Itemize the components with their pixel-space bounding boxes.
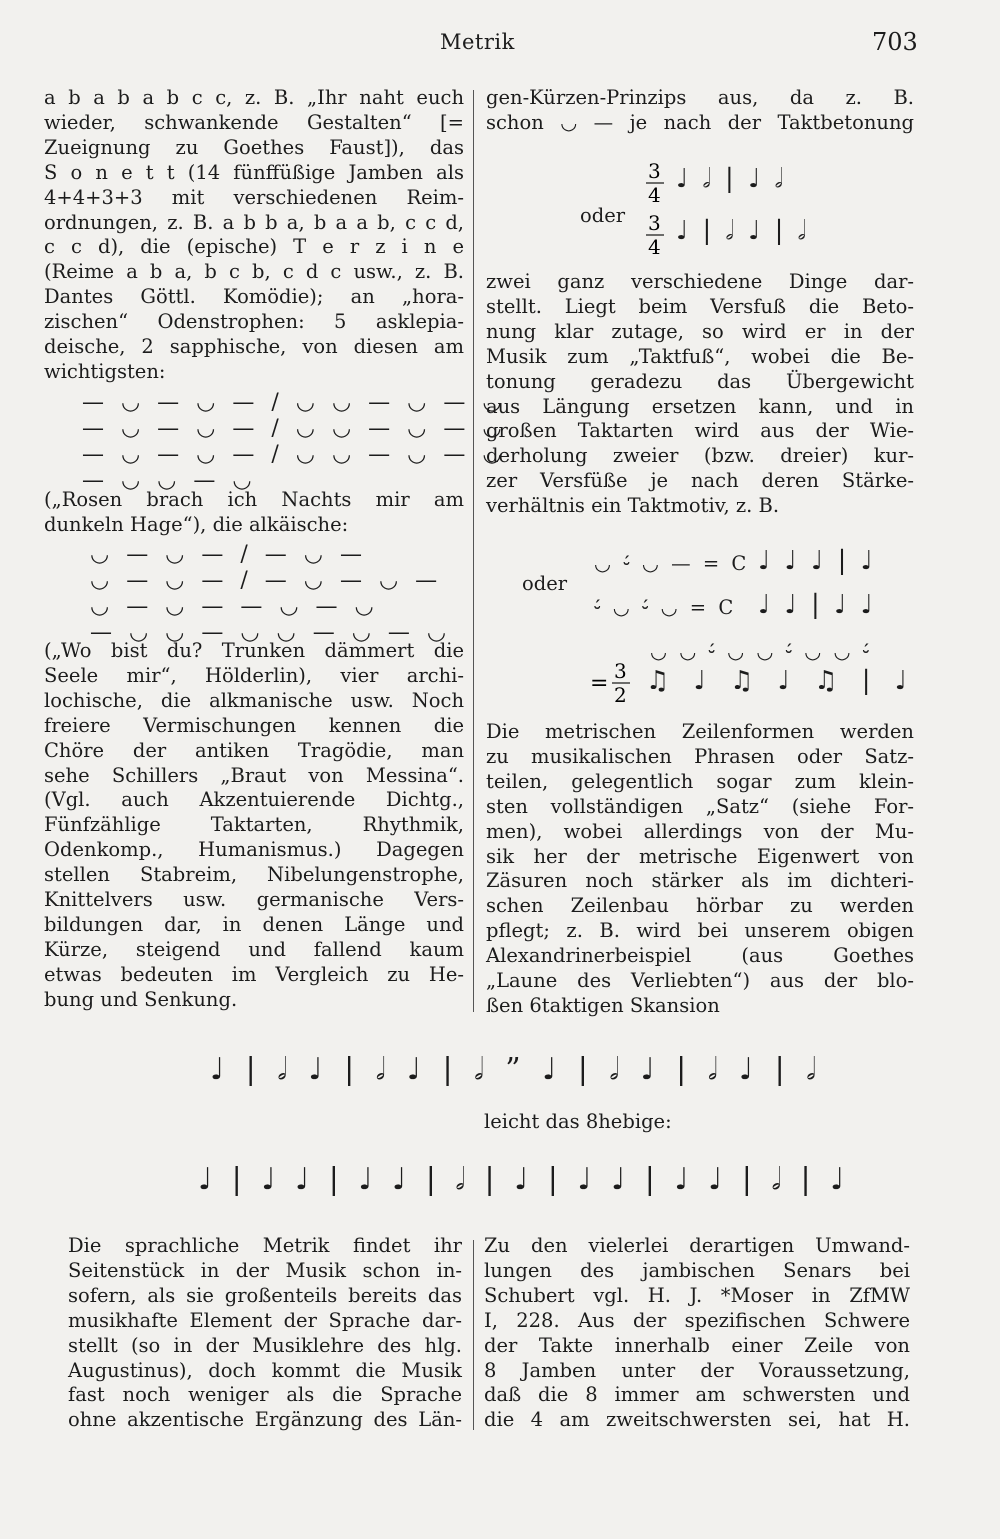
text-line: sik her der metrische Eigenwert von [486, 844, 914, 868]
time-sig-bottom: 4 [648, 183, 661, 207]
text-line: Dantes Göttl. Komödie); an „hora- [44, 285, 464, 309]
text-line: stellt (so in der Musiklehre des hlg. [68, 1333, 462, 1357]
music-oder-label: oder [580, 204, 626, 227]
text-line: pflegt; z. B. wird bei unserem obigen [486, 919, 914, 943]
text-line: nung klar zutage, so wird er in der [486, 319, 914, 343]
text-line: Zueignung zu Goethes Faust]), das [44, 135, 464, 159]
text-line: Seitenstück in der Musik schon in- [68, 1258, 462, 1282]
text-line: Zäsuren noch stärker als im dichteri- [486, 869, 914, 893]
music-oder-label: oder [522, 572, 568, 595]
text-line: (Reime a b a, b c b, c d c usw., z. B. [44, 260, 464, 284]
text-line: Odenkomp., Humanismus.) Dagegen [44, 838, 464, 862]
text-line: freiere Vermischungen kennen die [44, 713, 464, 737]
text-line: I, 228. Aus der spezifischen Schwere [484, 1308, 910, 1332]
equals-sign: = [590, 671, 609, 696]
text-line: Alexandrinerbeispiel (aus Goethes [486, 944, 914, 968]
text-line: aus Längung ersetzen kann, und in [486, 394, 914, 418]
text-line: stellt. Liegt beim Versfuß die Beto- [486, 294, 914, 318]
scansion-line: — ◡ ◡ — ◡ ◡ — ◡ — ◡ [90, 620, 452, 645]
text-line: a b a b a b c c, z. B. „Ihr naht euch [44, 86, 464, 109]
text-line: etwas bedeuten im Vergleich zu He- [44, 962, 464, 986]
text-line: (Vgl. auch Akzentuierende Dichtg., [44, 788, 464, 812]
text-line: Die sprachliche Metrik findet ihr [68, 1234, 462, 1257]
text-line: die 4 am zweitschwersten sei, hat H. [484, 1408, 910, 1432]
scansion-line: ◡ — ◡ — — ◡ — ◡ [90, 594, 379, 619]
text-line: bildungen dar, in denen Länge und [44, 912, 464, 936]
time-sig-top: 3 [648, 211, 661, 235]
text-line: großen Taktarten wird aus der Wie- [486, 419, 914, 443]
text-line: Chöre der antiken Tragödie, man [44, 738, 464, 762]
right-column-text-1 [486, 86, 914, 136]
text-line: Musik zum „Taktfuß“, wobei die Be- [486, 344, 914, 368]
bottom-right-text [484, 1234, 910, 1433]
text-line: teilen, gelegentlich sogar zum klein- [486, 769, 914, 793]
bottom-left-text [68, 1234, 462, 1433]
text-line: Augustinus), doch kommt die Musik [68, 1358, 462, 1382]
time-sig-top: 3 [648, 159, 661, 183]
text-line: S o n e t t (14 fünffüßige Jamben als [44, 160, 464, 184]
text-line: c c d), die (epische) T e r z i n e [44, 235, 464, 259]
text-line: zer Versfüße je nach deren Stärke- [486, 469, 914, 493]
music-notes-line: ♩ ♩ ♩ | ♩ [758, 546, 876, 576]
music-notes-line: ♫ ♩ ♫ ♩ ♫ | ♩ [646, 666, 916, 696]
text-line: lungen des jambischen Senars bei [484, 1258, 910, 1282]
text-line: musikhafte Element der Sprache dar- [68, 1308, 462, 1332]
text-line: „Laune des Verliebten“) aus der blo- [486, 969, 914, 993]
text-line: men), wobei allerdings von der Mu- [486, 819, 914, 843]
text-line: stellen Stabreim, Nibelungenstrophe, [44, 863, 464, 887]
text-line: ordnungen, z. B. a b b a, b a a b, c c d, [44, 210, 464, 234]
text-line: daß die 8 immer am schwersten und [484, 1383, 910, 1407]
text-line: Zu den vielerlei derartigen Umwand- [484, 1234, 910, 1257]
text-line: schen Zeilenbau hörbar zu werden [486, 894, 914, 918]
scansion-formula: ⏑́ ◡ ⏑́ ◡ = C [594, 596, 737, 619]
text-line: Kürze, steigend und fallend kaum [44, 937, 464, 961]
scansion-line: — ◡ — ◡ — / ◡ ◡ — ◡ — ◡ [82, 416, 507, 441]
center-text: leicht das 8hebige: [484, 1110, 672, 1133]
text-line: deische, 2 sapphische, von diesen am [44, 335, 464, 359]
music-notes-line: ♩ | 𝅗𝅥 ♩ | 𝅗𝅥 [676, 216, 809, 246]
text-line: zwei ganz verschiedene Dinge dar- [486, 270, 914, 293]
text-line: schon ◡ — je nach der Taktbetonung [486, 110, 914, 134]
text-line: sehe Schillers „Braut von Messina“. [44, 763, 464, 787]
left-column-text-2 [44, 488, 464, 538]
time-sig-bottom: 2 [614, 683, 627, 707]
text-line: sten vollständigen „Satz“ (siehe For- [486, 794, 914, 818]
music-example-8hebig: ♩ | ♩ ♩ | ♩ ♩ | 𝅗𝅥 | ♩ | ♩ ♩ | ♩ ♩ | 𝅗𝅥 | ♩ [198, 1162, 850, 1197]
scansion-line: ◡ — ◡ — / — ◡ — ◡ — [90, 568, 443, 593]
time-signature [590, 658, 636, 710]
text-line: 4+4+3+3 mit verschiedenen Reim- [44, 185, 464, 209]
text-line: wichtigsten: [44, 359, 166, 383]
text-line: wieder, schwankende Gestalten“ [= [44, 110, 464, 134]
time-sig-bottom: 4 [648, 235, 661, 259]
page-number: 703 [872, 28, 918, 56]
music-notes-line: ♩ 𝅗𝅥 | ♩ 𝅗𝅥 [676, 164, 786, 194]
text-line: sofern, als sie großenteils bereits das [68, 1283, 462, 1307]
text-line: („Rosen brach ich Nachts mir am [44, 488, 464, 511]
scansion-line: ◡ — ◡ — / — ◡ — [90, 542, 367, 567]
scansion-line: — ◡ — ◡ — / ◡ ◡ — ◡ — ◡ [82, 390, 507, 415]
text-line: zischen“ Odenstrophen: 5 asklepia- [44, 310, 464, 334]
column-rule-top [473, 90, 474, 1012]
scansion-formula: ◡ ⏑́ ◡ — = C [594, 552, 750, 575]
text-line: Seele mir“, Hölderlin), vier archi- [44, 663, 464, 687]
left-column-text-3 [44, 639, 464, 1013]
right-column-text-2 [486, 270, 914, 519]
text-line: der Takte innerhalb einer Zeile von [484, 1333, 910, 1357]
right-column-text-3 [486, 720, 914, 1019]
text-line: derholung zweier (bzw. dreier) kur- [486, 444, 914, 468]
scansion-formula: ◡ ◡ ⏑́ ◡ ◡ ⏑́ ◡ ◡ ⏑́ [650, 640, 873, 663]
text-line: verhältnis ein Taktmotiv, z. B. [486, 494, 780, 518]
text-line: tonung geradezu das Übergewicht [486, 369, 914, 393]
left-column-text-1 [44, 86, 464, 385]
text-line: 8 Jamben unter der Voraussetzung, [484, 1358, 910, 1382]
text-line: ßen 6taktigen Skansion [486, 993, 720, 1017]
text-line: Schubert vgl. H. J. *Moser in ZfMW [484, 1283, 910, 1307]
column-rule-bottom [473, 1240, 474, 1430]
music-notes-line: ♩ ♩ | ♩ ♩ [758, 590, 876, 620]
running-header: Metrik [440, 30, 515, 54]
time-signature [644, 156, 668, 260]
scansion-line: — ◡ — ◡ — / ◡ ◡ — ◡ — ◡ [82, 442, 507, 467]
text-line: lochische, die alkmanische usw. Noch [44, 688, 464, 712]
scansion-line: — ◡ ◡ — ◡ [82, 468, 257, 493]
text-line: Knittelvers usw. germanische Vers- [44, 888, 464, 912]
text-line: fast noch weniger als die Sprache [68, 1383, 462, 1407]
text-line: bung und Senkung. [44, 987, 238, 1011]
text-line: („Wo bist du? Trunken dämmert die [44, 639, 464, 662]
text-line: dunkeln Hage“), die alkäische: [44, 512, 349, 536]
time-sig-top: 3 [614, 659, 627, 683]
text-line: ohne akzentische Ergänzung des Län- [68, 1408, 462, 1432]
text-line: zu musikalischen Phrasen oder Satz- [486, 744, 914, 768]
text-line: gen-Kürzen-Prinzips aus, da z. B. [486, 86, 914, 109]
text-line: Fünfzählige Taktarten, Rhythmik, [44, 813, 464, 837]
text-line: Die metrischen Zeilenformen werden [486, 720, 914, 743]
music-example-6taktig: ♩ | 𝅗𝅥 ♩ | 𝅗𝅥 ♩ | 𝅗𝅥 ” ♩ | 𝅗𝅥 ♩ | 𝅗𝅥 ♩ | 𝅗𝅥 [210, 1052, 822, 1087]
